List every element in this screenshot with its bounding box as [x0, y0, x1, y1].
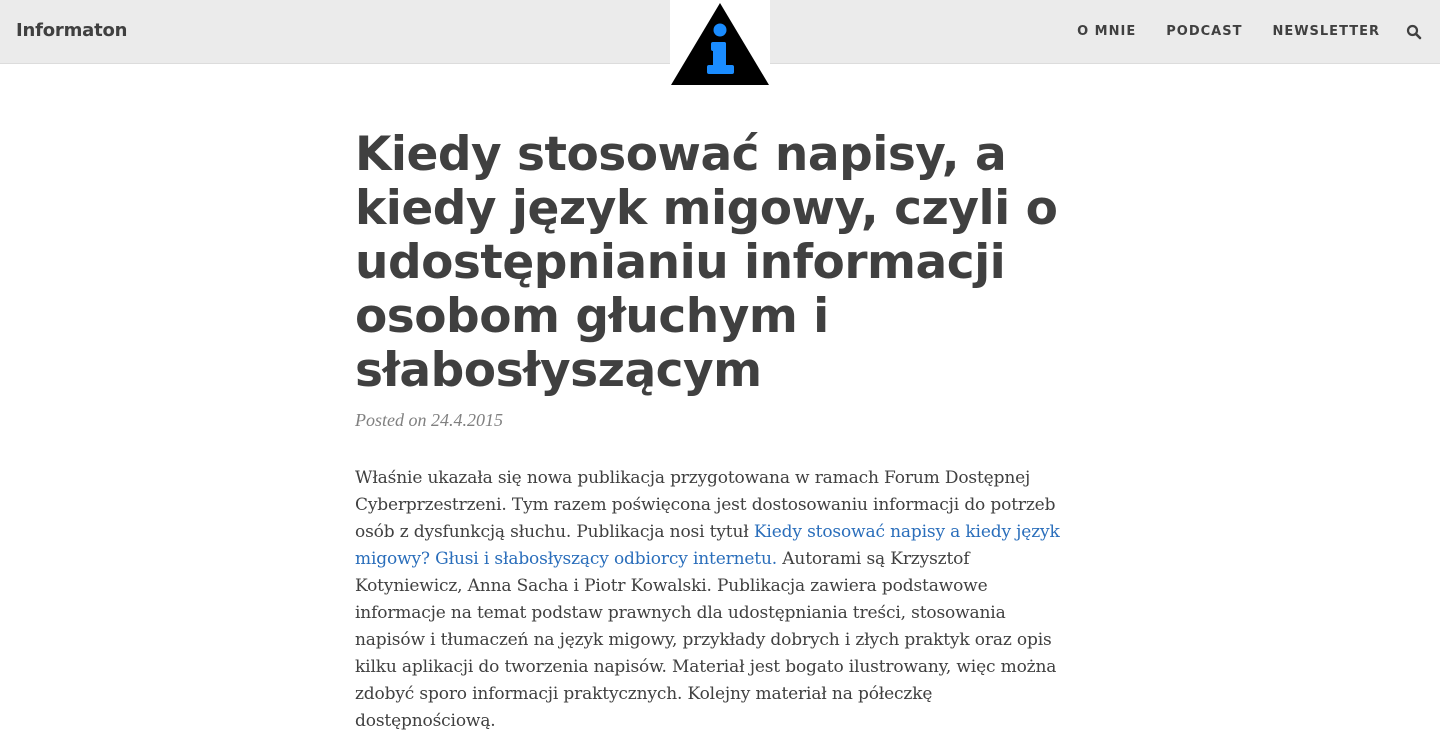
main-nav — [1047, 0, 1440, 63]
post-meta: Posted on 24.4.2015 — [355, 410, 503, 430]
nav-item-o-mnie[interactable]: O MNIE — [1077, 24, 1137, 39]
body-text-rest: Autorami są Krzysztof Kotyniewicz, Anna Sacha i Piotr Kowalski. Publikacja zawiera podstawowe informacje na temat podstaw prawnych dla udostępniania treści, stosowania napisów i tłumaczeń na język migowy, przykłady dobrych i złych praktyk oraz opis kilku aplikacji do tworzenia napisów. Materiał jest bogato ilustrowany, więc można zdobyć sporo informacji praktycznych. Kolejny materiał na półeczkę dostępnościową. — [355, 549, 1057, 731]
post-article — [355, 128, 1085, 752]
body-text-intro: Właśnie ukazała się nowa publikacja przygotowana w ramach Forum Dostępnej Cyberprzestrzeni. Tym razem poświęcona jest dostosowaniu informacji do potrzeb osób z dysfunkcją słuchu. Publikacja nosi tytuł — [355, 468, 1056, 542]
post-body — [355, 465, 1077, 735]
brand-link[interactable]: Informaton — [16, 20, 128, 41]
nav-item-newsletter[interactable]: NEWSLETTER — [1272, 24, 1380, 39]
site-header — [0, 0, 1440, 64]
site-logo[interactable] — [670, 0, 770, 88]
post-title: Kiedy stosować napisy, a kiedy język migowy, czyli o udostępnianiu informacji osobom głuchym i słabosłyszącym — [355, 127, 1058, 398]
info-triangle-icon — [670, 0, 770, 88]
search-icon[interactable] — [1406, 24, 1422, 40]
nav-item-podcast[interactable]: PODCAST — [1166, 24, 1243, 39]
publication-link[interactable]: Kiedy stosować napisy a kiedy język migowy? Głusi i słabosłyszący odbiorcy internetu. — [355, 522, 1060, 569]
